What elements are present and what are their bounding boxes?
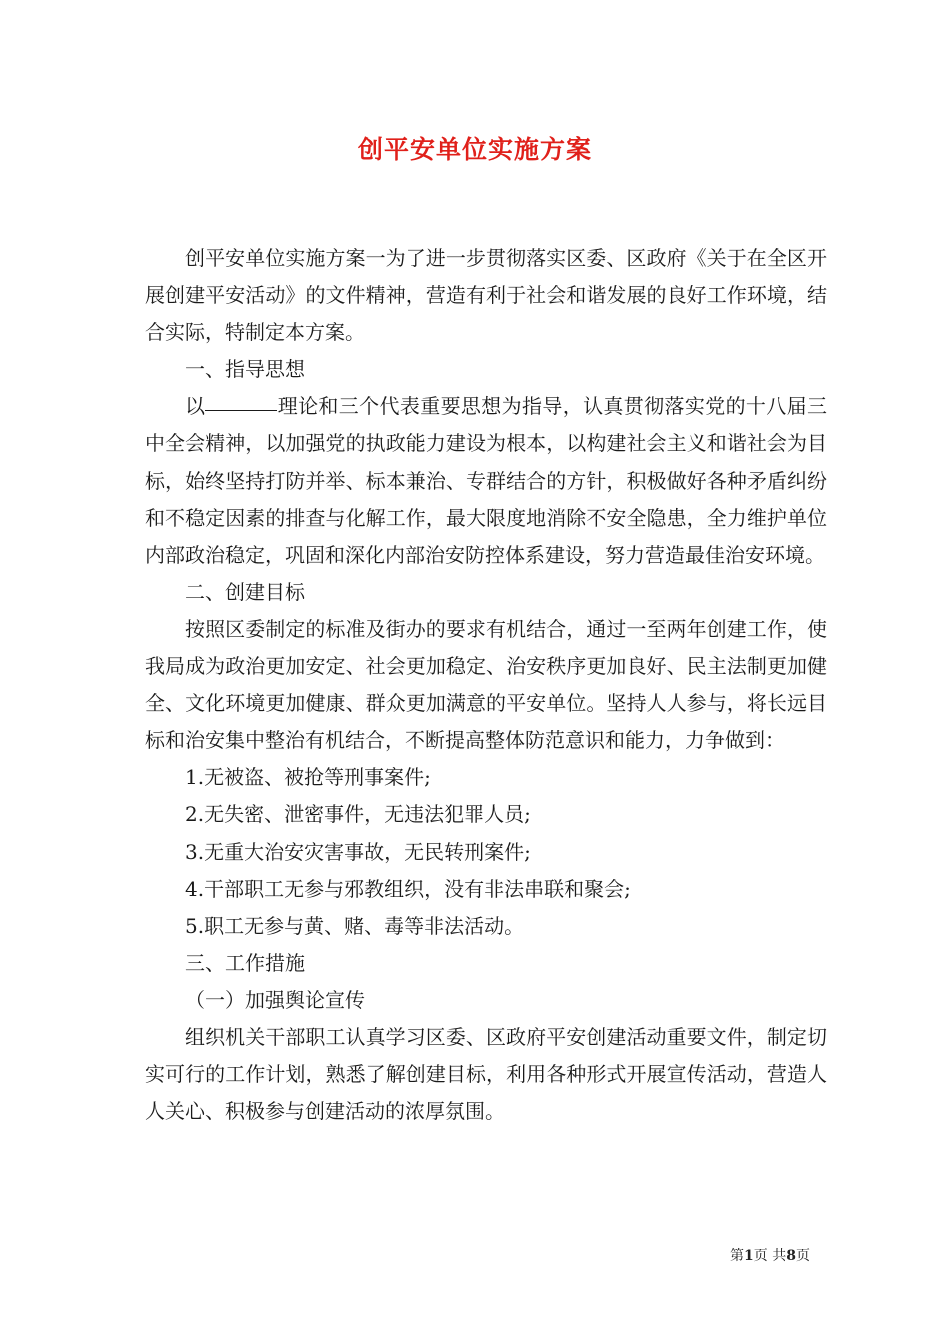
guiding-ideology-text: 理论和三个代表重要思想为指导，认真贯彻落实党的十八届三中全会精神，以加强党的执政能力建设为根本，以构建社会主义和谐社会为目标，始终坚持打防并举、标本兼治、专群结合的方针，积极做好各种矛盾纠纷和不稳定因素的排查与化解工作，最大限度地消除不安全隐患，全力维护单位内部政治稳定，巩固和深化内部治安防控体系建设，努力营造最佳治安环境。 xyxy=(145,394,828,567)
current-page-number: 1 xyxy=(744,1248,754,1264)
section-heading-guiding-ideology: 一、指导思想 xyxy=(185,357,305,382)
section-heading-goals: 二、创建目标 xyxy=(185,579,305,604)
publicity-paragraph: 组织机关干部职工认真学习区委、区政府平安创建活动重要文件，制定切实可行的工作计划，熟悉了解创建目标，利用各种形式开展宣传活动，营造人人关心、积极参与创建活动的浓厚氛围。 xyxy=(145,1024,827,1124)
intro-paragraph: 创平安单位实施方案一为了进一步贯彻落实区委、区政府《关于在全区开展创建平安活动》的文件精神，营造有利于社会和谐发展的良好工作环境，结合实际，特制定本方案。 xyxy=(145,246,827,345)
goal-item: 4.干部职工无参与邪教组织，没有非法串联和聚会; xyxy=(185,876,631,901)
goals-paragraph: 按照区委制定的标准及街办的要求有机结合，通过一至两年创建工作，使我局成为政治更加安定、社会更加稳定、治安秩序更加良好、民主法制更加健全、文化环境更加健康、群众更加满意的平安单位。坚持人人参与，将长远目标和治安集中整治有机结合，不断提高整体防范意识和能力，力争做到： xyxy=(145,616,827,753)
section-heading-measures: 三、工作措施 xyxy=(185,950,305,975)
total-page-number: 8 xyxy=(786,1248,796,1264)
goal-item: 3.无重大治安灾害事故，无民转刑案件; xyxy=(185,839,531,864)
subsection-heading-publicity: （一）加强舆论宣传 xyxy=(185,987,365,1012)
guiding-ideology-paragraph xyxy=(145,388,827,573)
guiding-ideology-prefix: 以 xyxy=(185,394,206,419)
fill-in-blank xyxy=(205,409,277,411)
page-title: 创平安单位实施方案 xyxy=(357,135,592,164)
goal-item: 2.无失密、泄密事件，无违法犯罪人员; xyxy=(185,802,531,827)
document-body xyxy=(145,240,827,1130)
goal-item: 1.无被盗、被抢等刑事案件; xyxy=(185,765,431,790)
page-number-footer: 第1页 共8页 xyxy=(730,1248,810,1264)
goal-item: 5.职工无参与黄、赌、毒等非法活动。 xyxy=(185,913,525,938)
